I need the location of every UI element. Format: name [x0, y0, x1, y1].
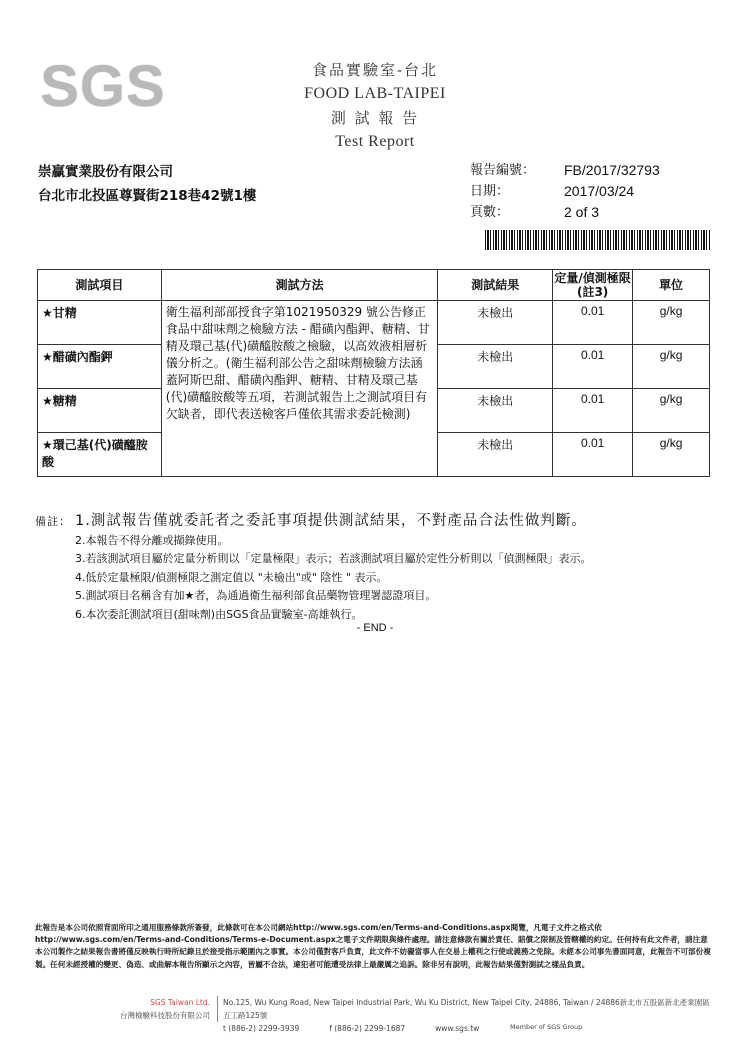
row-result: 未檢出	[438, 301, 553, 345]
client-name: 崇贏實業股份有限公司	[38, 164, 173, 180]
footer-divider	[217, 996, 218, 1022]
lab-header	[240, 58, 510, 154]
results-table	[37, 269, 710, 477]
row-unit: g/kg	[633, 301, 710, 345]
row-item: ★甘精	[38, 301, 162, 345]
table-header-row	[38, 270, 710, 301]
note-5: 5.測試項目名稱含有加★者，為通過衛生福利部食品藥物管理署認證項目。	[75, 589, 437, 602]
end-marker: - END -	[356, 622, 394, 634]
member-of-group: Member of SGS Group	[510, 1023, 583, 1031]
client-address: 台北市北投區尊賢街218巷42號1樓	[38, 188, 257, 204]
company-name-en: SGS Taiwan Ltd.	[150, 998, 210, 1007]
sgs-logo: SGS	[40, 53, 166, 119]
header-limit: 定量/偵測極限(註3)	[554, 271, 631, 299]
row-limit: 0.01	[553, 301, 633, 345]
page-count: 2 of 3	[564, 204, 600, 220]
row-result: 未檢出	[438, 345, 553, 389]
header-method: 測試方法	[161, 270, 438, 301]
row-unit: g/kg	[633, 389, 710, 433]
row-item: ★醋磺內酯鉀	[38, 345, 162, 389]
row-unit: g/kg	[633, 433, 710, 477]
row-result: 未檢出	[438, 433, 553, 477]
company-fax: f (886-2) 2299-1687	[329, 1024, 406, 1033]
header-item: 測試項目	[38, 270, 162, 301]
date-label: 日期：	[470, 184, 510, 199]
pages-label: 頁數：	[470, 205, 510, 220]
report-date: 2017/03/24	[564, 183, 635, 199]
notes-section	[35, 512, 725, 624]
company-name-cn: 台灣檢驗科技股份有限公司	[120, 1011, 210, 1020]
row-limit: 0.01	[553, 345, 633, 389]
report-meta	[470, 160, 660, 223]
legal-disclaimer: 此報告是本公司依照背面所印之通用服務條款所簽發，此條款可在本公司網站http://www.sgs.com/en/Terms-and-Conditions.aspx閱覽，凡電子文件之格式依http://www.sgs.com/en/Terms-and-Conditions/Terms-e-Document.aspx之電子文件期限與條件處理。請注意條款有關於責任、賠償之限制及管轄權的約定。任何持有此文件者，請注意本公司製作之結果報告書將僅反映執行時所紀錄且於接受指示範圍內之事實。本公司僅對客戶負責，此文件不妨礙當事人在交易上權利之行使或義務之免除。未經本公司事先書面同意，此報告不可部份複製。任何未經授權的變更、偽造、或曲解本報告所顯示之內容，皆屬不合法，違犯者可能遭受法律上最嚴厲之追訴。除非另有說明，此報告結果僅對測試之樣品負責。	[35, 923, 711, 969]
company-tel: t (886-2) 2299-3939	[223, 1024, 300, 1033]
row-limit: 0.01	[553, 433, 633, 477]
client-block	[38, 160, 256, 208]
lab-name-cn: 食品實驗室-台北	[311, 61, 439, 79]
company-address: No.125, Wu Kung Road, New Taipei Industrial Park, Wu Ku District, New Taipei City, 24886, Taiwan / 24886新北市五股區新北產業園區五工路125號	[223, 998, 710, 1020]
row-item: ★環己基(代)磺醯胺酸	[38, 433, 162, 477]
report-title-cn: 測 試 報 告	[330, 109, 420, 127]
header-unit: 單位	[633, 270, 710, 301]
note-4: 4.低於定量極限/偵測極限之測定值以 "未檢出"或" 陰性 " 表示。	[75, 570, 388, 584]
table-row	[38, 301, 710, 345]
note-2: 2.本報告不得分離或擷錄使用。	[75, 533, 229, 547]
note-1: 1.測試報告僅就委託者之委託事項提供測試結果，不對產品合法性做判斷。	[75, 513, 587, 529]
method-text: 衛生福利部部授食字第1021950329 號公告修正食品中甜味劑之檢驗方法 - 醋磺內酯鉀、糖精、甘精及環己基(代)磺醯胺酸之檢驗，以高效液相層析儀分析之。(衛生福利部公告之甜味劑檢驗方法涵蓋阿斯巴甜、醋磺內酯鉀、糖精、甘精及環己基(代)磺醯胺酸等五項，若測試報告上之測試項目有欠缺者，即代表送檢客戶僅依其需求委託檢測)	[161, 301, 438, 477]
row-item: ★糖精	[38, 389, 162, 433]
note-6: 6.本次委託測試項目(甜味劑)由SGS食品實驗室-高雄執行。	[75, 607, 363, 621]
row-unit: g/kg	[633, 345, 710, 389]
lab-name-en: FOOD LAB-TAIPEI	[304, 85, 446, 102]
company-web: www.sgs.tw	[435, 1024, 480, 1033]
row-result: 未檢出	[438, 389, 553, 433]
report-no: FB/2017/32793	[564, 162, 660, 178]
header-result: 測試結果	[438, 270, 553, 301]
row-limit: 0.01	[553, 389, 633, 433]
notes-label: 備註：	[35, 515, 71, 528]
barcode	[485, 230, 711, 250]
note-3: 3.若該測試項目屬於定量分析則以「定量極限」表示；若該測試項目屬於定性分析則以「偵測極限」表示。	[75, 552, 592, 565]
report-no-label: 報告編號：	[470, 163, 536, 178]
report-title-en: Test Report	[335, 133, 415, 150]
